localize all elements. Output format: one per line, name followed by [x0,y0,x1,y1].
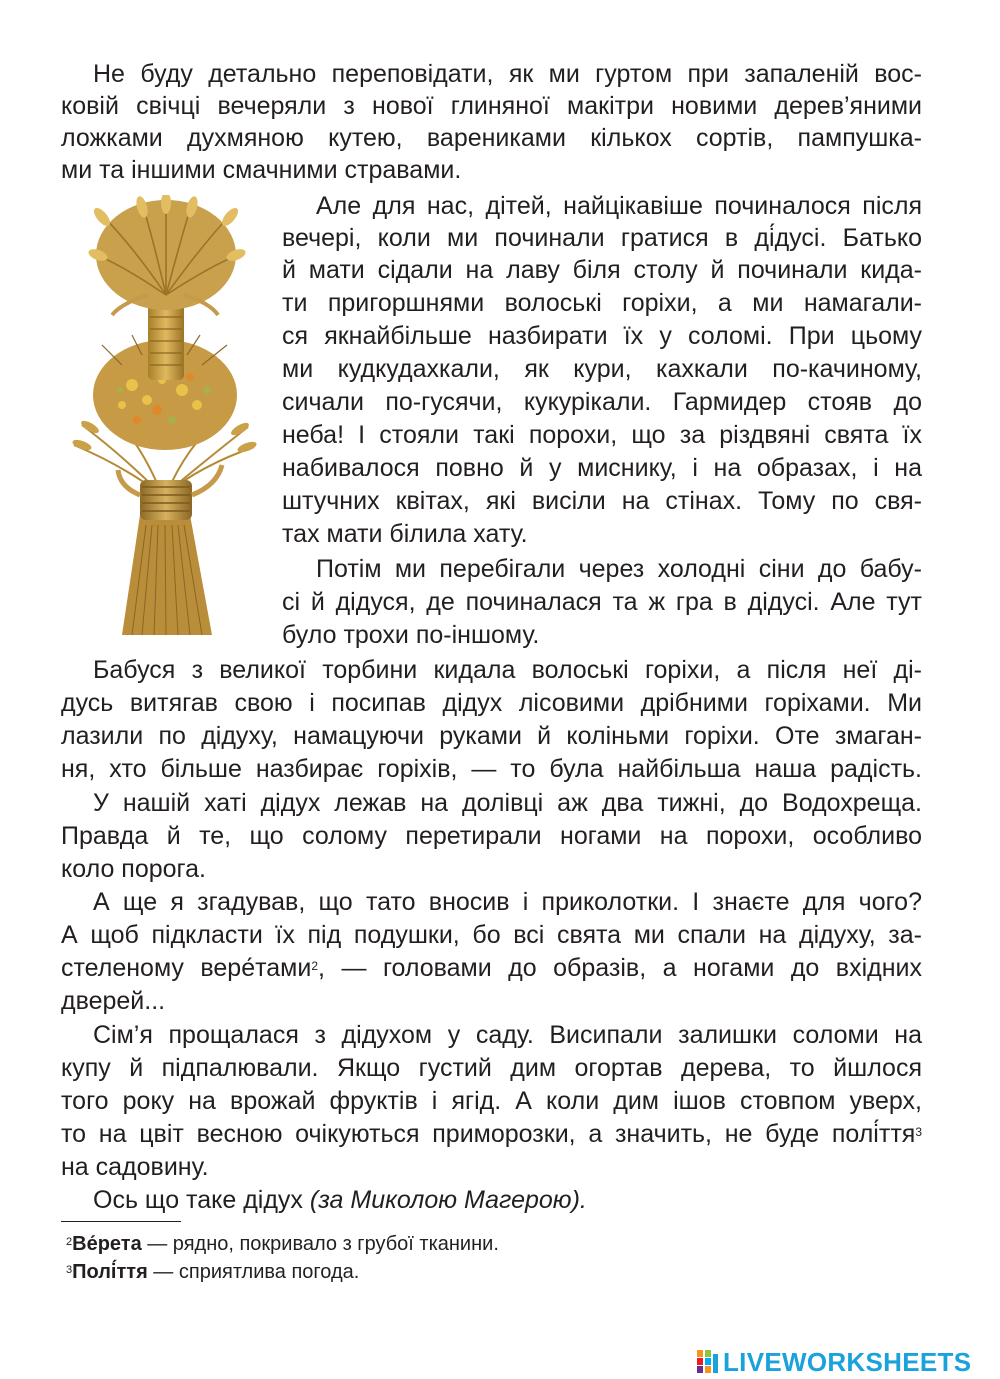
text-line [61,1118,922,1150]
text-line: неба! І стояли такі порохи, що за різдвяні свята їх [282,421,922,449]
text-fragment: то на цвіт весною очікуються приморозки, а значить, не буде полі́ття [61,1120,916,1148]
source-attribution: (за Миколою Магерою). [309,1186,587,1214]
text-line: сичали по-гусячи, кукурікали. Гармидер стояв до [282,388,922,416]
text-line: А щоб підкласти їх під подушки, бо всі свята ми спали на дідуху, за- [61,921,922,949]
liveworksheets-logo [697,1348,971,1376]
text-line: й мати сідали на лаву біля столу й починали кида- [282,256,922,284]
footnote-definition: — рядно, покривало з грубої тканини. [141,1233,499,1255]
text-line [61,952,922,984]
text-line: ложками духмяною кутею, варениками кількох сортів, пампушка- [61,124,922,152]
footnote-divider [61,1221,181,1222]
text-line: А ще я згадував, що тато вносив і приколотки. І знаєте для чого? [93,888,922,916]
text-line: дверей... [61,987,166,1015]
text-line: того року на врожай фруктів і ягід. А коли дим ішов стовпом уверх, [61,1087,922,1115]
footnote-definition: — сприятлива погода. [147,1261,360,1283]
text-line: Але для нас, дітей, найцікавіше починалося після [316,192,922,220]
footnote-number: 3 [66,1264,73,1276]
text-line: лазили по дідуху, намацуючи руками й коліньми горіхи. Оте змаган- [61,722,922,750]
text-line: Сім’я прощалася з дідухом у саду. Висипали залишки соломи на [93,1021,922,1049]
text-line: Правда й те, що солому перетирали ногами на порохи, особливо [61,822,922,850]
text-line: ми та іншими смачними стравами. [61,156,462,184]
didukh-image [62,195,268,645]
text-line: штучних квітах, які висіли на стінах. Тому по свя- [282,487,922,515]
footnote-ref: 3 [915,1125,922,1139]
footnote-3 [66,1259,359,1285]
text-line: Бабуся з великої торбини кидала волоські горіхи, а після неї ді- [93,656,922,684]
text-line: ня, хто більше назбирає горіхів, — то була найбільша наша радість. [61,755,922,783]
liveworksheets-icon [697,1350,719,1374]
text-line: Не буду детально переповідати, як ми гуртом при запаленій вос- [93,60,922,88]
text-line: тах мати білила хату. [282,520,528,548]
text-line: ся якнайбільше назбирати їх у соломі. При цьому [282,322,922,350]
text-line: ковій свічці вечеряли з нової глиняної макітри новими дерев’яними [61,92,922,120]
footnote-term: Полі́ття [72,1261,148,1283]
text-line [93,1184,922,1216]
brand-text: LIVEWORKSHEETS [723,1346,972,1377]
footnote-term: Ве́рета [72,1233,142,1255]
footnote-2 [66,1231,499,1257]
text-line: ми кудкудахкали, як кури, кахкали по-качиному, [282,355,922,383]
text-line: купу й підпалювали. Якщо густий дим огортав дерева, то йшлося [61,1054,922,1082]
text-fragment: стеленому вере́тами [61,954,312,982]
text-fragment: , — головами до образів, а ногами до вхідних [318,954,922,982]
text-line: було трохи по-іншому. [282,621,540,649]
text-fragment: Ось що таке дідух [93,1186,310,1214]
footnote-ref: 2 [311,959,319,973]
text-line: на садовину. [61,1153,209,1181]
footnote-number: 2 [66,1236,73,1248]
text-line: вечері, коли ми починали гратися в ді́дусі. Батько [282,224,922,252]
text-line: коло порога. [61,855,206,883]
text-line: набивалося повно й у миснику, і на образах, і на [282,454,922,482]
text-line: ти пригоршнями волоські горіхи, а ми намагали- [282,289,922,317]
text-line: дусь витягав свою і посипав дідух лісовими дрібними горіхами. Ми [61,689,922,717]
text-line: Потім ми перебігали через холодні сіни до бабу- [316,555,922,583]
text-line: сі й дідуся, де починалася та ж гра в дідусі. Але тут [282,588,922,616]
text-line: У нашій хаті дідух лежав на долівці аж два тижні, до Водохреща. [93,789,922,817]
